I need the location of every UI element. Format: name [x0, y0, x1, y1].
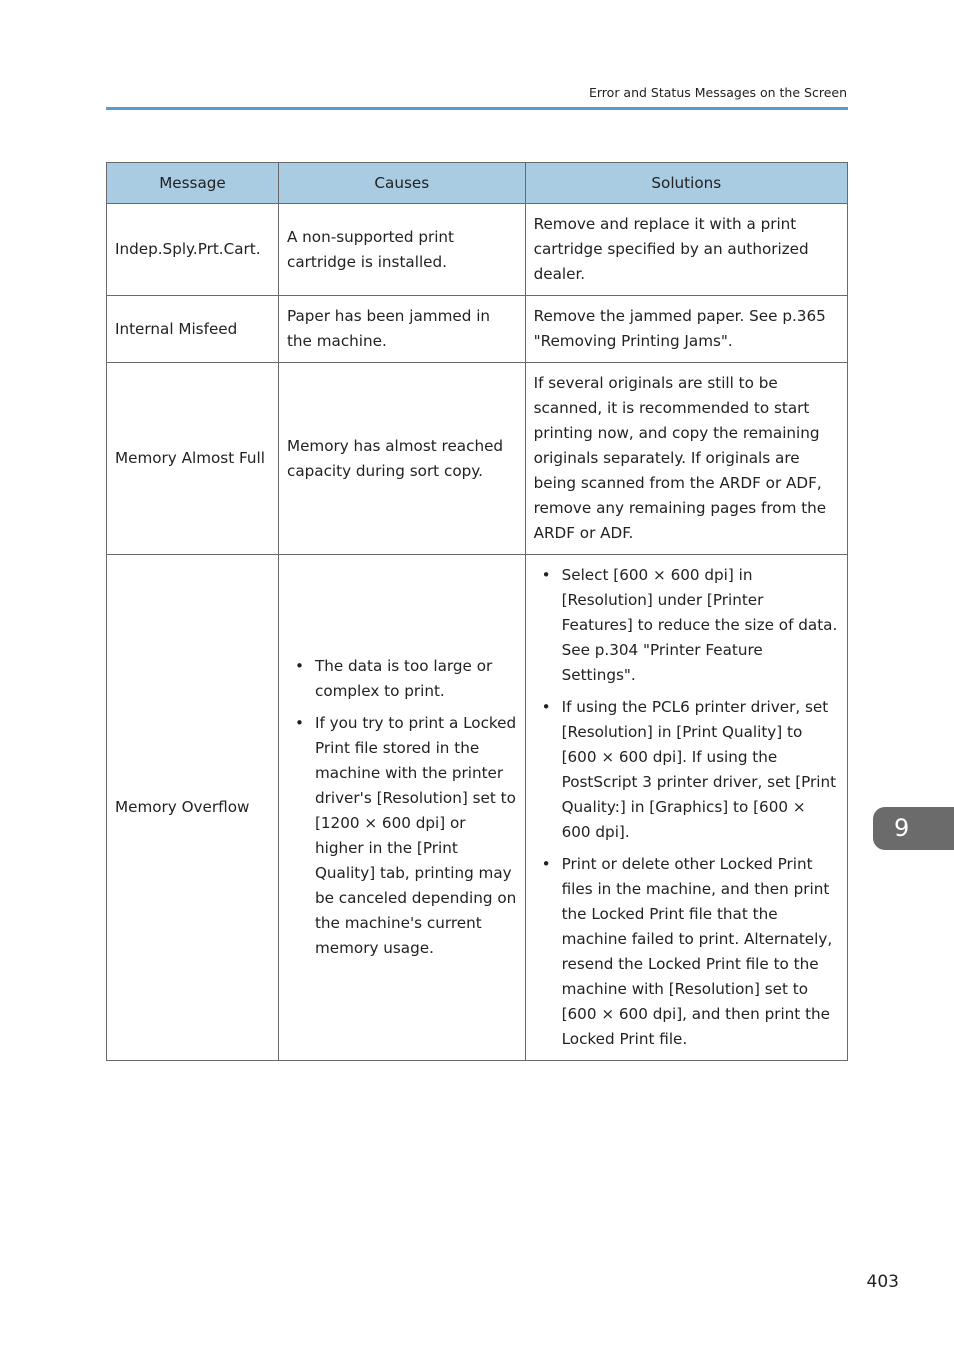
header-rule: [106, 107, 848, 110]
message-cell: Memory Almost Full: [107, 363, 279, 555]
page-number: 403: [866, 1272, 899, 1292]
table-row: [107, 363, 848, 555]
table-header-row: [107, 163, 848, 204]
cause-list-item: • If you try to print a Locked Print file stored in the machine with the printer driver's [Resolution] set to [1200 × 600 dpi] or higher in the [Print Quality] tab, printing may be canceled depending on the machine's current memory usage.: [315, 711, 517, 961]
table-row: [107, 204, 848, 296]
solution-cell: [525, 555, 847, 1061]
solution-cell: Remove and replace it with a print cartridge specified by an authorized dealer.: [525, 204, 847, 296]
solution-cell: If several originals are still to be scanned, it is recommended to start printing now, and copy the remaining originals separately. If originals are being scanned from the ARDF or ADF, remove any remaining pages from the ARDF or ADF.: [525, 363, 847, 555]
message-cell: Memory Overflow: [107, 555, 279, 1061]
cause-list: [287, 654, 517, 961]
cause-cell: Paper has been jammed in the machine.: [278, 296, 525, 363]
column-header-message: Message: [107, 163, 279, 204]
solution-list-item: • If using the PCL6 printer driver, set [Resolution] in [Print Quality] to [600 × 600 dpi]. If using the PostScript 3 printer driver, set [Print Quality:] in [Graphics] to [600 × 600 dpi].: [562, 695, 839, 845]
running-header-title: Error and Status Messages on the Screen: [588, 85, 847, 100]
cause-cell: [278, 555, 525, 1061]
table-row: [107, 555, 848, 1061]
message-cell: Internal Misfeed: [107, 296, 279, 363]
message-cell: Indep.Sply.Prt.Cart.: [107, 204, 279, 296]
cause-cell: Memory has almost reached capacity during sort copy.: [278, 363, 525, 555]
solution-cell: Remove the jammed paper. See p.365 "Removing Printing Jams".: [525, 296, 847, 363]
error-messages-table: [106, 162, 848, 1061]
table-row: [107, 296, 848, 363]
cause-list-item: • The data is too large or complex to print.: [315, 654, 517, 704]
cause-cell: A non-supported print cartridge is installed.: [278, 204, 525, 296]
chapter-tab: 9: [873, 807, 954, 850]
column-header-causes: Causes: [278, 163, 525, 204]
column-header-solutions: Solutions: [525, 163, 847, 204]
solution-list-item: • Select [600 × 600 dpi] in [Resolution] under [Printer Features] to reduce the size of data. See p.304 "Printer Feature Settings".: [562, 563, 839, 688]
solution-list-item: • Print or delete other Locked Print files in the machine, and then print the Locked Print file that the machine failed to print. Alternately, resend the Locked Print file to the machine with [Resolution] set to [600 × 600 dpi], and then print the Locked Print file.: [562, 852, 839, 1052]
solution-list: [534, 563, 839, 1052]
